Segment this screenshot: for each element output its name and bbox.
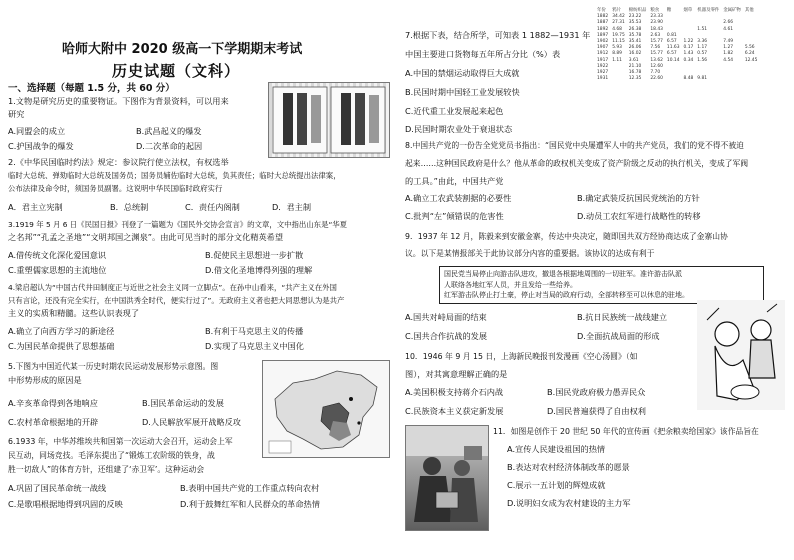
table-cell: 1882: [597, 14, 609, 20]
q5-stem-1: 5.下图为中国近代某一历史时期农民运动发展形势示意图。图: [8, 362, 219, 371]
table-cell: 35.41: [628, 39, 642, 45]
table-cell: 1897: [597, 32, 609, 38]
q3-option-b[interactable]: B.促使民主思想进一步扩散: [205, 250, 304, 260]
table-cell: 2.63: [650, 32, 661, 38]
table-cell: 12.45: [744, 57, 758, 63]
q2-stem-1: 2.《中华民国临时约法》规定：参议院行使立法权，有权选举: [8, 157, 229, 167]
q6-option-a[interactable]: A.巩固了国民革命统一战线: [8, 483, 107, 493]
table-cell: 1.17: [697, 45, 708, 51]
table-cell: 9.81: [697, 76, 708, 82]
q3-option-a[interactable]: A.借传统文化深化爱国意识: [8, 250, 107, 260]
table-cell: 4.61: [723, 26, 734, 32]
section-heading: 一、选择题（每题 1.5 分，共 60 分）: [8, 83, 175, 94]
table-cell: 12.60: [650, 63, 663, 69]
table-cell: 1.22: [683, 39, 694, 45]
map-graphic: [263, 361, 389, 457]
cartoon-graphic: [697, 300, 785, 410]
q4-stem-3: 主义的实质和精髓。这些认识表现了: [8, 308, 140, 318]
table-cell: 0.17: [683, 45, 694, 51]
table-cell: 1912: [597, 51, 609, 57]
table-cell: 7.70: [650, 70, 661, 76]
q8-option-c[interactable]: C.批判“左”倾错误的危害性: [405, 211, 504, 221]
q4-option-d[interactable]: D.实现了马克思主义中国化: [205, 341, 304, 351]
table-cell: 7.49: [723, 39, 734, 45]
table-cell: [743, 76, 760, 82]
newspaper-graphic: [269, 83, 389, 157]
right-column: [397, 0, 794, 560]
table-cell: 0.57: [697, 51, 708, 57]
table-cell: 8.89: [612, 51, 622, 57]
q6-stem-1: 6.1933 年，中华苏维埃共和国第一次运动大会召开，运动会上军: [8, 437, 233, 446]
q7-stem-2: 中国主要进口货物每五年所占分比（%）表: [405, 49, 561, 59]
table-cell: 16.78: [628, 70, 642, 76]
q4-option-b[interactable]: B.有利于马克思主义的传播: [205, 326, 304, 336]
q4-option-a[interactable]: A.确立了向西方学习的新途径: [8, 326, 115, 336]
table-cell: 3.36: [697, 39, 708, 45]
q5-option-d[interactable]: D.人民解放军展开战略反攻: [142, 417, 241, 427]
q7-option-d[interactable]: D.民国时期农业处于衰退状态: [405, 124, 513, 134]
q11-option-a[interactable]: A.宣传人民建设祖国的热情: [507, 444, 606, 454]
q10-option-d[interactable]: D.国民普遍获得了自由权利: [547, 406, 646, 416]
table-cell: 6.57: [666, 51, 677, 57]
q9-option-d[interactable]: D.全面抗战局面的形成: [577, 331, 660, 341]
q4-stem-1: 4.梁启超认为“中国古代井田制度正与近世之社会主义同一立脚点”。在孙中山看来，“共产主义在外国: [8, 283, 337, 292]
table-cell: 2.66: [723, 20, 734, 26]
q7-stem-1: 7.根据下表，结合所学，可知表 1 1882—1931 年: [405, 30, 591, 40]
table-cell: 10.14: [666, 57, 680, 63]
table-cell: 0.34: [683, 57, 694, 63]
q9-quote-line-2: 人联络各地红军人员，并且发给一些给养。: [444, 280, 577, 289]
q9-quote-line-3: 红军游击队停止打土豪，停止对当局的政府行动，全部转移至可以休息的驻地。: [444, 291, 689, 299]
table-cell: 1931: [597, 76, 609, 82]
q9-option-a[interactable]: A.国共对峙局面的结束: [405, 312, 487, 322]
table-cell: 1902: [597, 39, 609, 45]
table-cell: 26.06: [628, 45, 642, 51]
table-cell: 0.81: [666, 32, 677, 38]
school-title: 哈师大附中 2020 级高一下学期期末考试: [62, 42, 303, 57]
table-header-cell: 年份: [597, 8, 606, 13]
q5-stem-2: 中形势形成的原因是: [8, 375, 82, 385]
table-header-cell: 金属矿物: [723, 8, 741, 13]
table-cell: 6.24: [744, 51, 755, 57]
table-cell: 4.68: [612, 26, 622, 32]
table-cell: 1892: [597, 26, 609, 32]
table-cell: 35.78: [628, 32, 642, 38]
q6-stem-3: 胜一切敌人”的体育方针，还组建了‘赤卫军’。这种运动会: [8, 465, 205, 474]
table-cell: 13.62: [650, 57, 663, 63]
q1-stem-2: 研究: [8, 109, 25, 119]
q2-option-c[interactable]: C．责任内阁制: [185, 202, 240, 212]
q8-stem-1: 8.中国共产党的一份告全党党员书指出：“国民党中央屡遭军人中的共产党员，我们的党不得不被迫: [405, 141, 744, 150]
q5-option-a[interactable]: A.辛亥革命得到各地响应: [8, 398, 98, 408]
table-cell: 16.02: [628, 51, 642, 57]
table-cell: 1.11: [612, 57, 622, 63]
q9-option-c[interactable]: C.国共合作抗战的发展: [405, 331, 488, 341]
table-cell: 1922: [597, 63, 609, 69]
table-cell: 6.57: [666, 39, 677, 45]
q6-option-d[interactable]: D.利于鼓舞红军和人民群众的革命热情: [180, 499, 320, 509]
table-cell: 23.90: [650, 20, 663, 26]
table-cell: 23.33: [650, 14, 663, 20]
china-map-image: [262, 360, 390, 458]
q3-stem-2: 之名邦”“孔孟之圣地”“文明邦国之渊泉”。由此可见当时的部分文化精英希望: [8, 232, 284, 242]
table-cell: 1907: [597, 45, 609, 51]
q3-option-c[interactable]: C.重塑儒家思想的主流地位: [8, 265, 107, 275]
q10-option-b[interactable]: B.国民党政府极力愚弄民众: [547, 387, 646, 397]
q11-option-b[interactable]: B.表达对农村经济体制改革的愿景: [507, 462, 630, 472]
q9-quote-box: [439, 266, 764, 304]
newspaper-image: [268, 82, 390, 158]
q2-stem-2: 临时大总统、弹劾临时大总统及国务员；国务员辅佐临时大总统，负其责任；临时大总统提出法律案，: [8, 171, 341, 180]
q1-stem-1: 1.文物是研究历史的重要物证。下图作为背景资料，可以用来: [8, 96, 229, 106]
table-cell: 7.56: [650, 45, 661, 51]
q3-option-d[interactable]: D.借文化圣地博得列强的理解: [205, 265, 313, 275]
table-cell: 1.56: [697, 57, 708, 63]
q8-stem-2: 起来……这种国民政府是什么？他从革命的政权机关变成了资产阶级之反动的执行机关，变成了军阀: [405, 159, 749, 168]
exam-title: 历史试题（文科）: [112, 62, 241, 80]
q4-stem-2: 只有言论，还没有完全实行，在中国洪秀全时代，便实行过了”。无政府主义者也把大同思想认为是共产: [8, 296, 345, 305]
q3-stem-1: 3.1919 年 5 月 6 日《民国日报》刊登了一篇题为《国民外交协会宣言》的文章，文中指出山东是“华夏: [8, 220, 348, 229]
table-cell: 23.22: [628, 14, 642, 20]
q9-option-b[interactable]: B.抗日民族统一战线建立: [577, 312, 668, 322]
table-header-cell: 机器及零件: [697, 8, 720, 13]
table-cell: 1.51: [697, 26, 708, 32]
table-cell: 18.43: [650, 26, 663, 32]
table-cell: 35.53: [628, 20, 642, 26]
table-cell: 34.42: [612, 14, 625, 20]
q2-stem-3: 公布法律及命令时，须国务员副署。这说明中华民国临时政府实行: [8, 184, 223, 193]
table-cell: 19.75: [612, 32, 625, 38]
table-cell: 12.35: [628, 76, 642, 82]
q5-option-b[interactable]: B.国民革命运动的发展: [142, 398, 224, 408]
table-cell: 27.31: [612, 20, 625, 26]
q4-option-c[interactable]: C.为国民革命提供了思想基础: [8, 341, 115, 351]
q10-stem-2: 图），对其寓意理解正确的是: [405, 369, 508, 379]
q9-stem-1: 9．1937 年 12 月，陈毅来到安徽金寨，传达中央决定，随即国共双方经协商达成了金寨山协: [405, 232, 728, 241]
q11-stem-1: 11．如图是创作于 20 世纪 50 年代的宣传画《把余粮卖给国家》该作品旨在: [493, 427, 759, 436]
q10-option-c[interactable]: C.民族资本主义获定新发展: [405, 406, 504, 416]
q2-option-d[interactable]: D．君主制: [272, 202, 312, 212]
table-cell: 1927: [597, 70, 609, 76]
table-cell: [665, 76, 682, 82]
q10-option-a[interactable]: A.美国积极支持蒋介石内战: [405, 387, 504, 397]
table-cell: 3.61: [628, 57, 639, 63]
import-table: [595, 8, 759, 82]
q2-option-a[interactable]: A．君主立宪制: [8, 202, 63, 212]
table-cell: [610, 76, 627, 82]
q1-option-a[interactable]: A.同盟会的成立: [8, 126, 66, 136]
q9-stem-2: 议。以下是某情报部关于此协议部分内容的重要据。该协议的达成有利于: [405, 249, 655, 258]
photo-graphic: [406, 426, 488, 530]
q6-option-c[interactable]: C.是歌唱根据地得到巩固的反映: [8, 499, 123, 509]
q6-option-b[interactable]: B.表明中国共产党的工作重点转向农村: [180, 483, 320, 493]
table-cell: 11.63: [666, 45, 680, 51]
table-cell: 8.48: [683, 76, 694, 82]
table-cell: 15.77: [650, 51, 663, 57]
table-header-cell: 烟草: [683, 8, 693, 13]
table-cell: 5.56: [744, 45, 755, 51]
table-cell: 5.93: [612, 45, 622, 51]
table-cell: 1.27: [723, 45, 734, 51]
table-header-cell: 其他: [744, 8, 754, 13]
table-cell: 11.15: [612, 39, 625, 45]
q1-option-b[interactable]: B.武昌起义的爆发: [136, 126, 202, 136]
q8-option-b[interactable]: B.确定武装反抗国民党统治的方针: [577, 193, 700, 203]
q6-stem-2: 民互动，同场竞技。毛泽东提出了“锻炼工农阶级的铁身，战: [8, 451, 215, 460]
table-header-cell: 棉纺织品: [628, 8, 647, 13]
q1-option-c[interactable]: C.护国战争的爆发: [8, 141, 74, 151]
q11-option-c[interactable]: C.展示一五计划的辉煌成就: [507, 480, 606, 490]
table-cell: 26.38: [628, 26, 642, 32]
q7-option-a[interactable]: A.中国的禁烟运动取得巨大成就: [405, 68, 520, 78]
table-header-cell: 粮食: [650, 8, 660, 13]
q8-stem-3: 的工具。”由此，中国共产党: [405, 176, 504, 186]
table-cell: 21.10: [628, 63, 642, 69]
q10-stem-1: 10．1946 年 9 月 15 日，上海新民晚报刊发漫画《空心汤圆》（如: [405, 352, 638, 361]
propaganda-photo: [405, 425, 489, 531]
q2-option-b[interactable]: B．总统制: [110, 202, 149, 212]
q8-option-a[interactable]: A.确立工农武装割据的必要性: [405, 193, 512, 203]
q9-quote-line-1: 国民党当局停止向游击队进攻，撤退各根据地周围的一切驻军。准许游击队派: [444, 270, 682, 278]
table-row: [595, 76, 759, 82]
q7-option-b[interactable]: B.民国时期中国轻工业发展较快: [405, 87, 520, 97]
table-cell: 22.60: [650, 76, 663, 82]
table-cell: 1.82: [723, 51, 734, 57]
q11-option-d[interactable]: D.说明妇女成为农村建设的主力军: [507, 498, 631, 508]
table-header-cell: 鸦片: [612, 8, 621, 13]
table-cell: 1.43: [683, 51, 694, 57]
table-cell: 1917: [597, 57, 609, 63]
table-cell: 15.77: [650, 39, 663, 45]
q5-option-c[interactable]: C.农村革命根据地的开辟: [8, 417, 99, 427]
cartoon-image: [697, 300, 785, 410]
table-cell: 4.54: [723, 57, 734, 63]
q8-option-d[interactable]: D.动员工农红军进行战略性的转移: [577, 211, 701, 221]
table-cell: [721, 76, 743, 82]
q1-option-d[interactable]: D.二次革命的起因: [136, 141, 203, 151]
q7-option-c[interactable]: C.近代重工业发展起来起色: [405, 106, 504, 116]
table-header-cell: 糖: [666, 8, 672, 13]
table-cell: 1887: [597, 20, 609, 26]
